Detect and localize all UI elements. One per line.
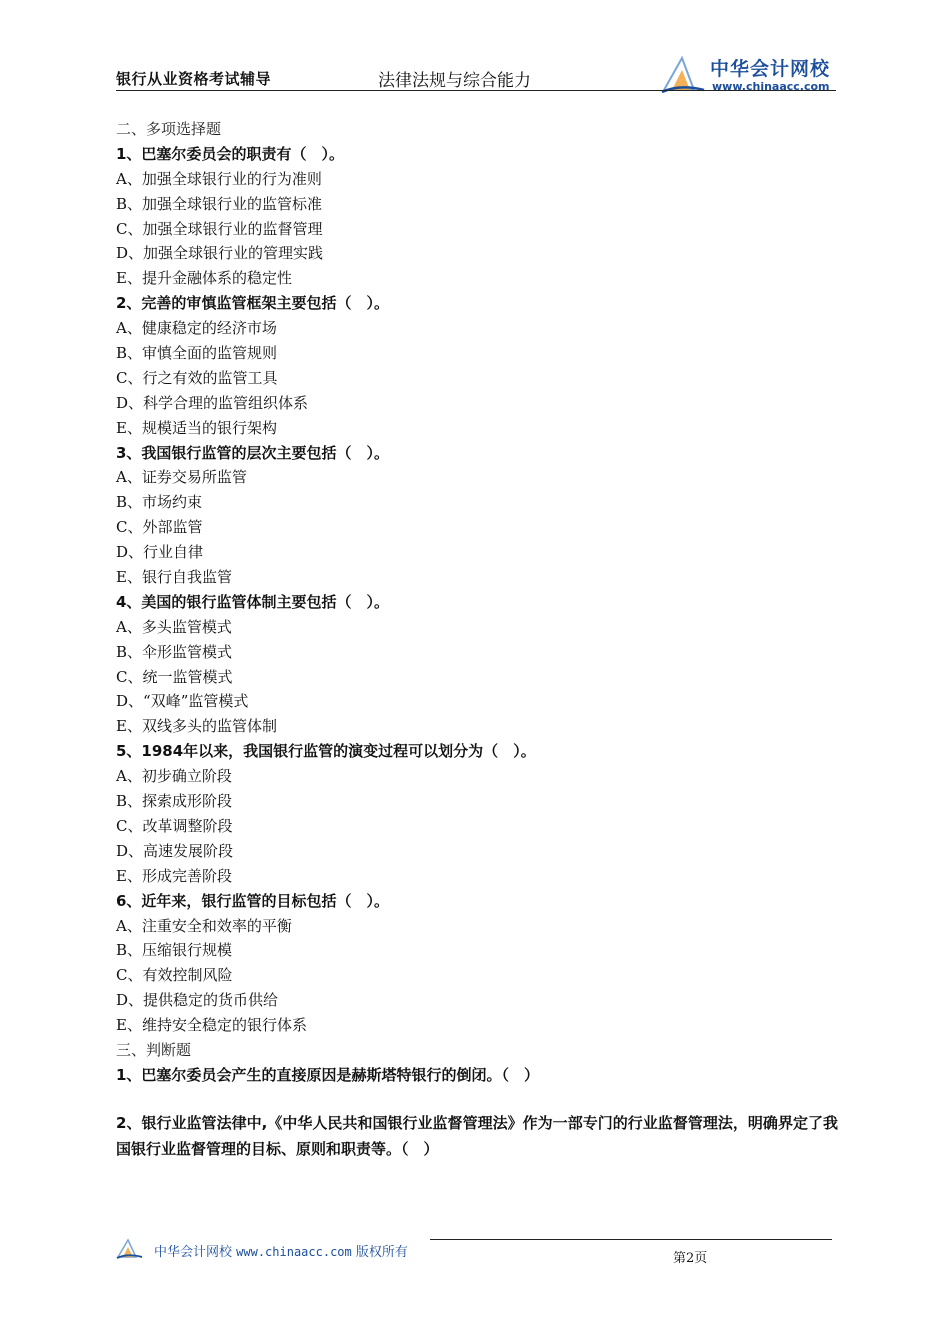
option-item: A、证券交易所监管 (116, 468, 247, 487)
option-item: A、多头监管模式 (116, 617, 232, 636)
option-item: A、健康稳定的经济市场 (116, 319, 277, 338)
exercise-content (116, 117, 838, 1162)
question-stem: 2、完善的审慎监管框架主要包括（ ）。 (116, 294, 389, 313)
option-item: E、规模适当的银行架构 (116, 418, 277, 437)
footer-divider (430, 1239, 832, 1240)
header-divider (116, 90, 836, 91)
page-number: 第2页 (673, 1251, 708, 1266)
option-item: A、初步确立阶段 (116, 767, 232, 786)
question-stem: 4、美国的银行监管体制主要包括（ ）。 (116, 592, 389, 611)
option-item: C、有效控制风险 (116, 966, 233, 985)
option-item: A、加强全球银行业的行为准则 (116, 169, 322, 188)
option-item: C、改革调整阶段 (116, 816, 233, 835)
option-item: E、银行自我监管 (116, 568, 232, 587)
judgment-question-2: 2、银行业监管法律中,《中华人民共和国银行业监督管理法》作为一部专门的行业监督管理法，明确界定了我国银行业监督管理的目标、原则和职责等。（ ） (116, 1113, 838, 1158)
option-item: E、形成完善阶段 (116, 866, 232, 885)
option-item: E、维持安全稳定的银行体系 (116, 1016, 307, 1035)
footer-url[interactable]: www.chinaacc.com (236, 1245, 352, 1259)
option-item: D、提供稳定的货币供给 (116, 991, 279, 1010)
option-item: A、注重安全和效率的平衡 (116, 916, 292, 935)
section-heading-true-false: 三、判断题 (116, 1040, 192, 1059)
option-item: B、市场约束 (116, 493, 203, 512)
option-item: D、“双峰”监管模式 (116, 692, 249, 711)
question-stem: 1、巴塞尔委员会的职责有（ ）。 (116, 144, 344, 163)
footer-copyright (154, 1241, 408, 1260)
option-item: B、加强全球银行业的监管标准 (116, 194, 323, 213)
header-exam-title: 银行从业资格考试辅导 (116, 70, 272, 88)
footer-logo-icon (116, 1237, 150, 1261)
option-item: E、双线多头的监管体制 (116, 717, 277, 736)
footer-brand: 中华会计网校 (154, 1245, 233, 1260)
footer-rights: 版权所有 (355, 1245, 408, 1260)
logo-url: www.chinaacc.com (712, 80, 830, 93)
option-item: B、伞形监管模式 (116, 642, 233, 661)
question-stem: 6、近年来，银行监管的目标包括（ ）。 (116, 891, 389, 910)
question-stem: 5、1984年以来，我国银行监管的演变过程可以划分为（ ）。 (116, 742, 536, 761)
option-item: D、高速发展阶段 (116, 841, 234, 860)
option-item: E、提升金融体系的稳定性 (116, 269, 292, 288)
option-item: B、压缩银行规模 (116, 941, 233, 960)
option-item: B、审慎全面的监管规则 (116, 344, 278, 363)
option-item: B、探索成形阶段 (116, 792, 233, 811)
section-heading-multiple-choice: 二、多项选择题 (116, 120, 222, 138)
option-item: D、加强全球银行业的管理实践 (116, 244, 324, 263)
option-item: C、外部监管 (116, 518, 203, 537)
option-item: C、行之有效的监管工具 (116, 368, 278, 387)
question-stem: 3、我国银行监管的层次主要包括（ ）。 (116, 443, 389, 462)
header-subject-title: 法律法规与综合能力 (378, 71, 531, 91)
option-item: D、科学合理的监管组织体系 (116, 393, 309, 412)
option-item: C、统一监管模式 (116, 667, 233, 686)
option-item: D、行业自律 (116, 543, 204, 562)
spacer (116, 1088, 838, 1110)
logo-brand-name: 中华会计网校 (710, 58, 831, 80)
judgment-question-1: 1、巴塞尔委员会产生的直接原因是赫斯塔特银行的倒闭。（ ） (116, 1065, 539, 1084)
option-item: C、加强全球银行业的监督管理 (116, 219, 323, 238)
